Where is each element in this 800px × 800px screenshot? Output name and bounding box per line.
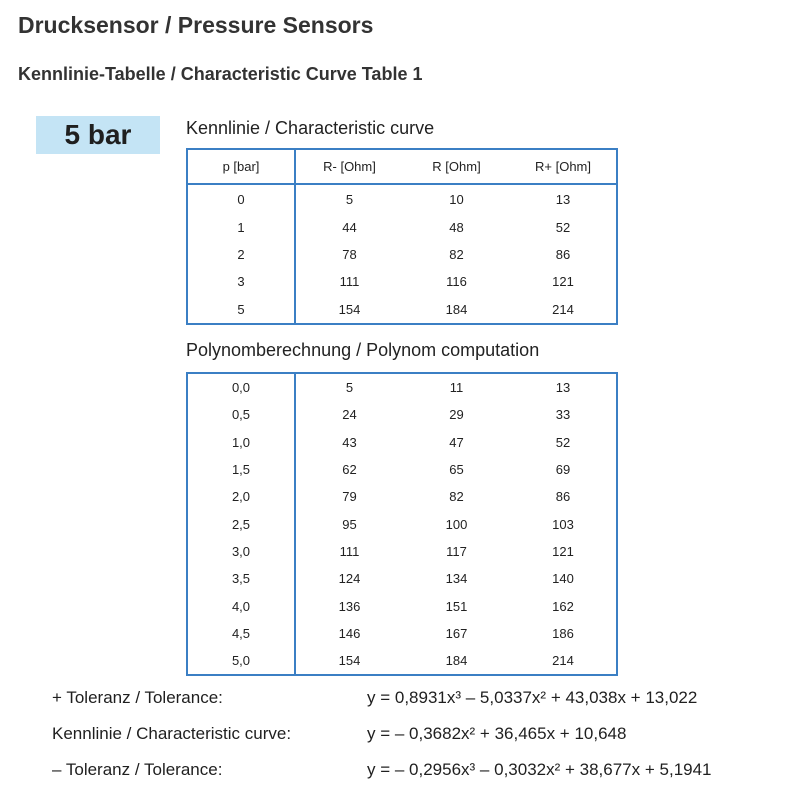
table-cell: 13 [555, 192, 571, 208]
table-cell: 11 [449, 380, 464, 396]
page-title: Drucksensor / Pressure Sensors [18, 12, 374, 38]
table-cell: 62 [342, 462, 357, 478]
formula-label: Kennlinie / Characteristic curve: [52, 724, 292, 743]
table-row [187, 296, 617, 324]
table-cell: 5,0 [187, 647, 295, 675]
table-cell: 82 [449, 489, 464, 505]
polynom-computation-table [186, 372, 618, 676]
table-cell: 111 [339, 543, 360, 559]
table-cell: 121 [552, 274, 574, 290]
formula-expression: y = – 0,3682x² + 36,465x + 10,648 [367, 724, 627, 743]
formula-label: + Toleranz / Tolerance: [52, 688, 223, 707]
table-cell: 134 [445, 571, 468, 587]
table-row [187, 510, 617, 537]
table-cell: 184 [445, 653, 468, 669]
table-row [187, 401, 617, 428]
table-cell: 100 [445, 516, 468, 532]
table-cell: 162 [552, 598, 574, 614]
column-header: R [Ohm] [403, 149, 510, 184]
table-cell: 117 [446, 543, 467, 559]
table-cell: 78 [342, 246, 357, 262]
table-cell: 1,0 [187, 429, 295, 456]
table-cell: 167 [445, 625, 468, 641]
table-row [187, 213, 617, 240]
table-cell: 151 [445, 598, 468, 614]
pressure-range-badge: 5 bar [36, 116, 160, 154]
table-cell: 111 [339, 274, 360, 290]
characteristic-curve-table [186, 148, 618, 325]
table-row [187, 429, 617, 456]
polynom-computation-title: Polynomberechnung / Polynom computation [186, 340, 540, 360]
table-row [187, 538, 617, 565]
table-cell: 86 [555, 489, 571, 505]
formula-expression: y = – 0,2956x³ – 0,3032x² + 38,677x + 5,1941 [367, 760, 712, 779]
table-cell: 1,5 [187, 456, 295, 483]
table-cell: 24 [342, 407, 357, 423]
table-cell: 4,5 [187, 620, 295, 647]
characteristic-curve-title: Kennlinie / Characteristic curve [186, 118, 435, 138]
column-header: R+ [Ohm] [510, 149, 617, 184]
table-cell: 52 [555, 434, 571, 450]
table-cell: 186 [552, 625, 574, 641]
table-row [187, 647, 617, 675]
table-row [187, 592, 617, 619]
table-cell: 79 [342, 489, 357, 505]
table-cell: 29 [449, 407, 464, 423]
table-cell: 10 [449, 192, 464, 208]
table-row [187, 620, 617, 647]
table-cell: 65 [449, 462, 464, 478]
table-cell: 0 [187, 184, 295, 213]
table-cell: 214 [552, 653, 574, 669]
column-header: p [bar] [187, 149, 295, 184]
table-cell: 214 [552, 301, 574, 317]
table-cell: 69 [555, 462, 571, 478]
table-cell: 86 [555, 246, 571, 262]
table-cell: 47 [449, 434, 464, 450]
table-row [187, 373, 617, 401]
table-cell: 3 [187, 268, 295, 295]
table-cell: 48 [449, 219, 464, 235]
table-cell: 154 [338, 301, 361, 317]
table-cell: 3,5 [187, 565, 295, 592]
table-cell: 154 [338, 653, 361, 669]
table-header-row [187, 149, 617, 184]
table-cell: 52 [555, 219, 571, 235]
table-cell: 44 [342, 219, 357, 235]
table-cell: 2,0 [187, 483, 295, 510]
table-row [187, 268, 617, 295]
table-cell: 2,5 [187, 510, 295, 537]
table-cell: 121 [552, 543, 574, 559]
table-cell: 116 [446, 274, 467, 290]
table-cell: 136 [338, 598, 361, 614]
table-cell: 0,0 [187, 373, 295, 401]
table-cell: 13 [555, 380, 571, 396]
column-header: R- [Ohm] [295, 149, 403, 184]
table-cell: 103 [552, 516, 574, 532]
table-cell: 0,5 [187, 401, 295, 428]
table-cell: 2 [187, 241, 295, 268]
table-row [187, 456, 617, 483]
table-cell: 124 [338, 571, 361, 587]
table-row [187, 184, 617, 213]
table-cell: 4,0 [187, 592, 295, 619]
table-cell: 140 [552, 571, 574, 587]
table-cell: 146 [338, 625, 361, 641]
formula-label: – Toleranz / Tolerance: [52, 760, 223, 779]
table-row [187, 565, 617, 592]
table-row [187, 241, 617, 268]
table-cell: 82 [449, 246, 464, 262]
table-cell: 33 [555, 407, 571, 423]
table-cell: 1 [187, 213, 295, 240]
table-cell: 5 [187, 296, 295, 324]
page-subtitle: Kennlinie-Tabelle / Characteristic Curve Table 1 [18, 64, 423, 84]
table-row [187, 483, 617, 510]
table-cell: 95 [342, 516, 357, 532]
table-cell: 43 [342, 434, 357, 450]
formula-expression: y = 0,8931x³ – 5,0337x² + 43,038x + 13,022 [367, 688, 698, 707]
table-cell: 3,0 [187, 538, 295, 565]
table-cell: 5 [345, 192, 354, 208]
table-cell: 5 [345, 380, 354, 396]
table-cell: 184 [445, 301, 468, 317]
